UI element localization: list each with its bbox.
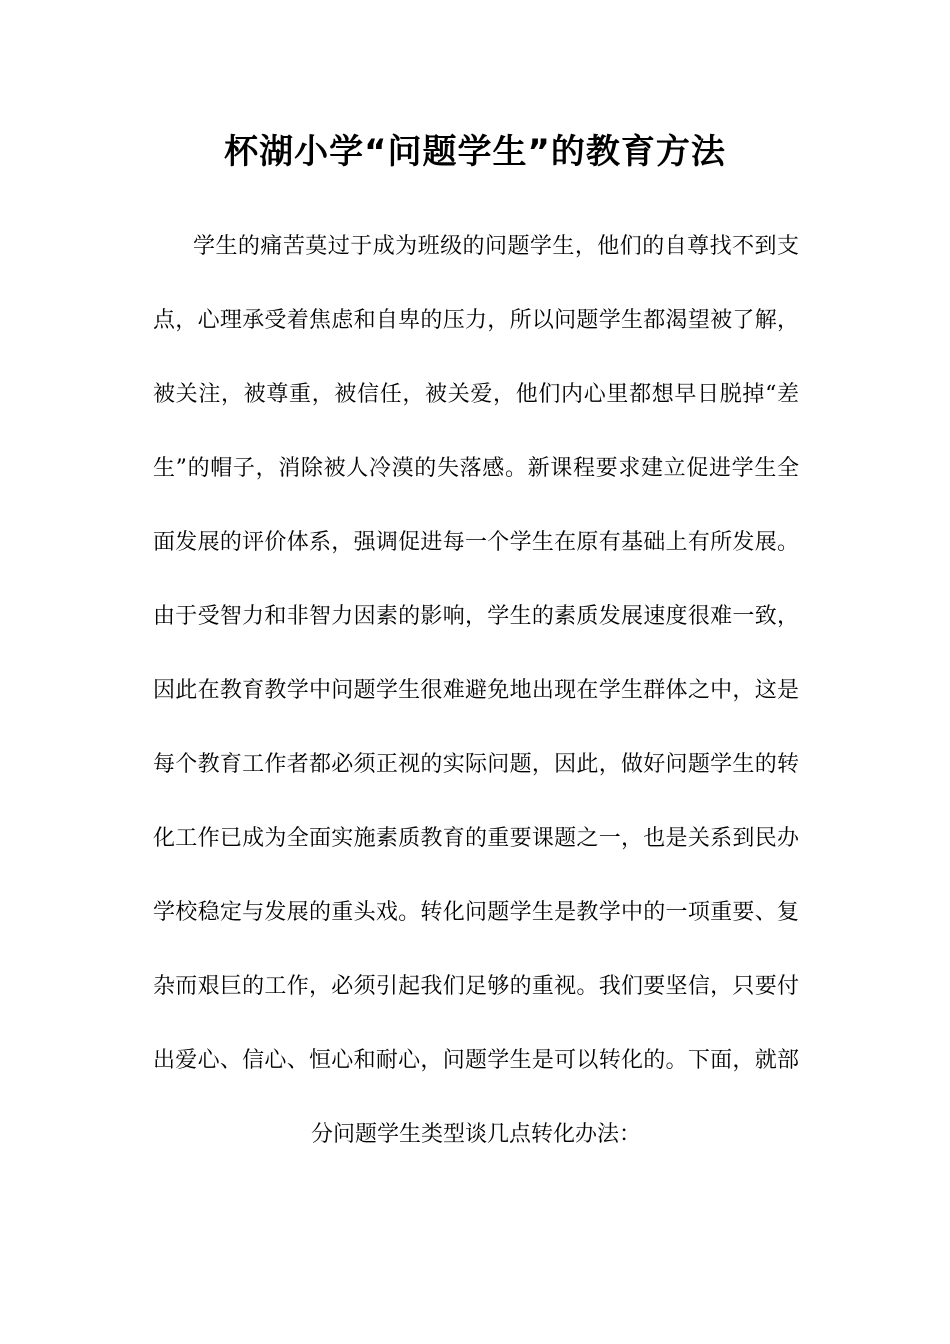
paragraph-line: 被关注，被尊重，被信任，被关爱，他们内心里都想早日脱掉“差 — [153, 382, 799, 407]
paragraph-line: 学生的痛苦莫过于成为班级的问题学生，他们的自尊找不到支 — [193, 234, 799, 259]
paragraph-line: 由于受智力和非智力因素的影响，学生的素质发展速度很难一致， — [153, 604, 799, 629]
paragraph-line: 因此在教育教学中问题学生很难避免地出现在学生群体之中，这是 — [153, 678, 799, 703]
paragraph-line: 面发展的评价体系，强调促进每一个学生在原有基础上有所发展。 — [153, 530, 799, 555]
paragraph-line: 出爱心、信心、恒心和耐心，问题学生是可以转化的。下面，就部 — [153, 1048, 799, 1073]
paragraph-line: 杂而艰巨的工作，必须引起我们足够的重视。我们要坚信，只要付 — [153, 974, 799, 999]
body-paragraph — [153, 221, 799, 1183]
paragraph-line: 生”的帽子，消除被人冷漠的失落感。新课程要求建立促进学生全 — [153, 456, 799, 481]
page-title: 杯湖小学“问题学生”的教育方法 — [224, 132, 726, 172]
paragraph-line-last: 分问题学生类型谈几点转化办法： — [310, 1122, 641, 1147]
paragraph-line: 学校稳定与发展的重头戏。转化问题学生是教学中的一项重要、复 — [153, 900, 799, 925]
paragraph-line: 化工作已成为全面实施素质教育的重要课题之一，也是关系到民办 — [153, 826, 799, 851]
paragraph-line: 点，心理承受着焦虑和自卑的压力，所以问题学生都渴望被了解， — [153, 308, 799, 333]
paragraph-line: 每个教育工作者都必须正视的实际问题，因此，做好问题学生的转 — [153, 752, 799, 777]
